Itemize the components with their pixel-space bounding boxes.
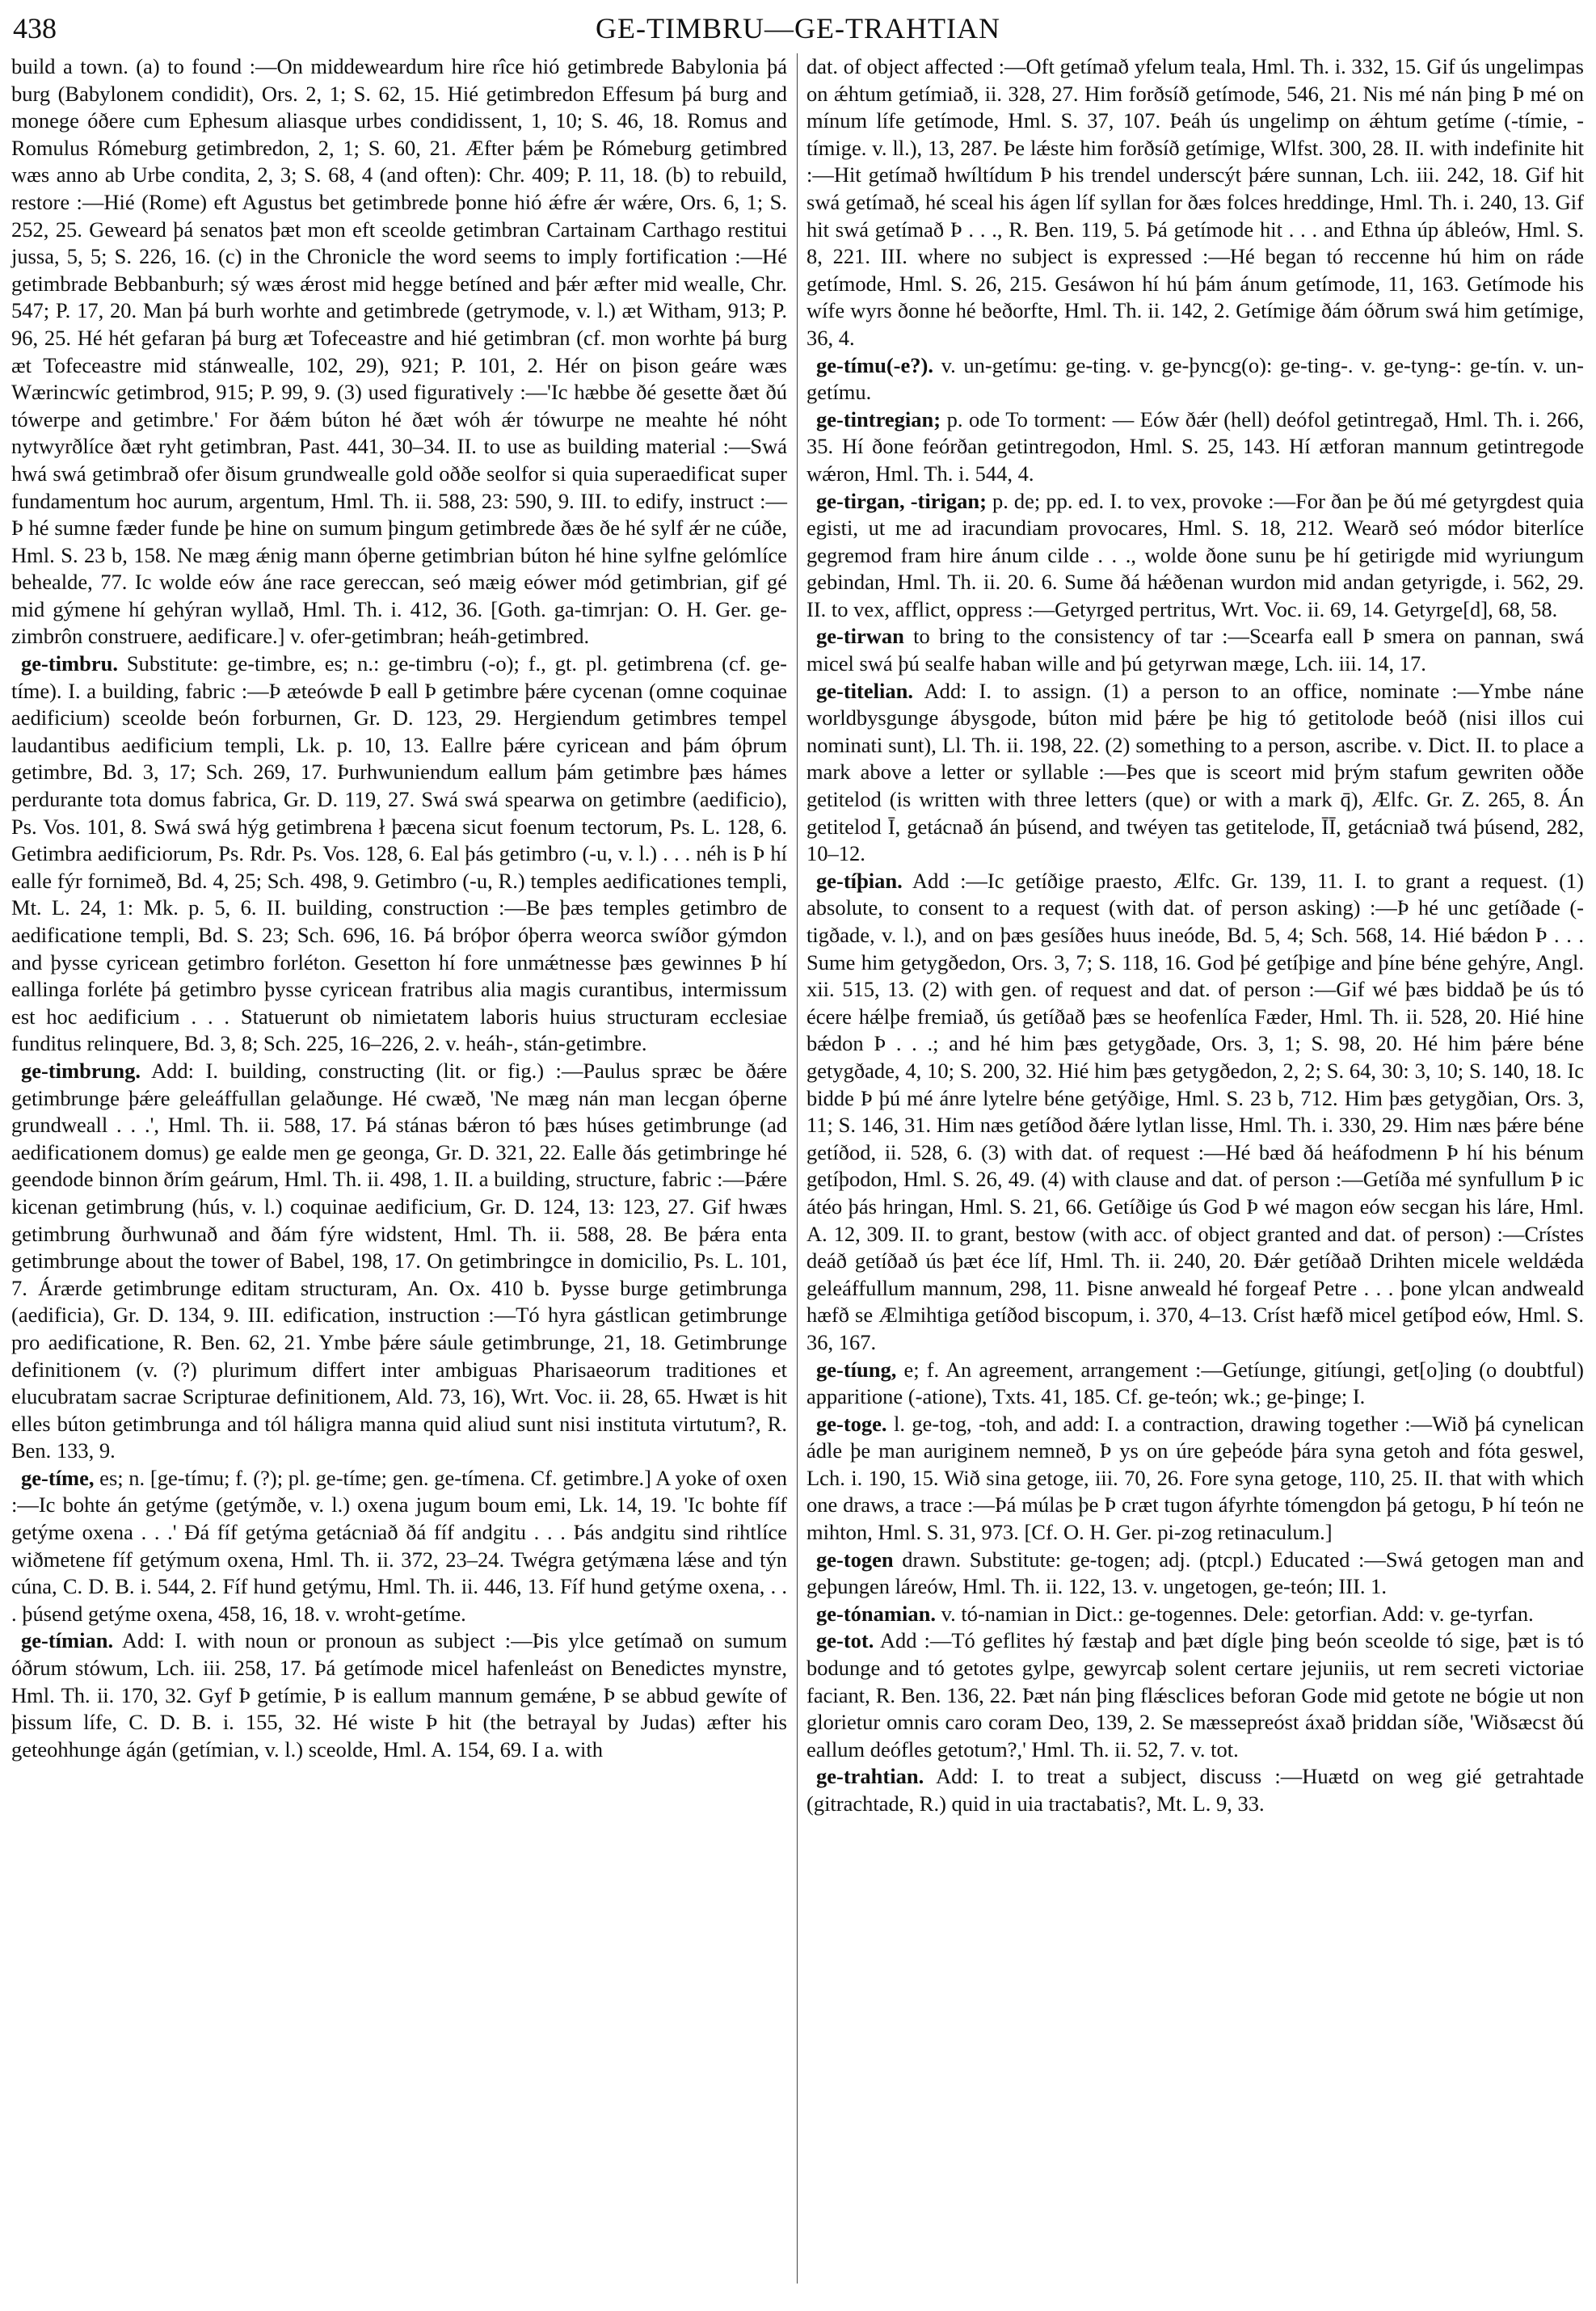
dictionary-entry <box>11 1627 787 1763</box>
dictionary-entry <box>806 1763 1584 1817</box>
headword: ge-tot. <box>816 1628 874 1653</box>
headword: ge-tirwan <box>816 624 904 649</box>
entry-body: p. de; pp. ed. I. to vex, provoke :—For ðan þe ðú mé getyrgdest quia egisti, ut me ad iracundiam provocares, Hml. S. 18, 212. Wearð seó módor biterlíce gegremod fram hire ánum cilde . . ., wolde ðone sunu þe hí getirigde mid wyriungum gebindan, Hml. Th. ii. 20. 6. Sume ðá hǽðenan wurdon mid andan getyrigde, i. 562, 29. II. to vex, afflict, oppress :—Getyrged pertritus, Wrt. Voc. ii. 69, 14. Getyrge[d], 68, 58. <box>806 488 1584 621</box>
entry-body: p. ode To torment: — Eów ðǽr (hell) deófol getintregað, Hml. Th. i. 266, 35. Hí ðone feórðan getintregodon, Hml. S. 25, 143. Hí ætforan mannum getintregode wǽron, Hml. Th. i. 544, 4. <box>806 406 1584 486</box>
dictionary-entry <box>806 1547 1584 1601</box>
headword: ge-titelian. <box>816 678 913 703</box>
entry-body: Add :—Tó geflites hý fæstaþ and þæt dígle þing beón sceolde tó sige, þæt is tó bodunge and tó getotes gylpe, gewyrcaþ solent certare jejuniis, ut rem secreti victoriae faciant, R. Ben. 136, 22. Þæt nán þing flǽsclices beforan Gode mid getote ne bógie ut non glorietur omnis caro coram Deo, 139, 2. Se mæssepreóst áxað þriddan síðe, 'Wiðsæcst ðú eallum deófles getotum?,' Hml. Th. ii. 52, 7. v. tot. <box>806 1628 1584 1762</box>
entry-body: Substitute: ge-timbre, es; n.: ge-timbru (-o); f., gt. pl. getimbrena (cf. ge-tíme). I. a building, fabric :—Þ æteówde Þ eall Þ getimbre þǽre cycenan (omne coquinae aedificium) sceolde beón forburnen, Gr. D. 123, 29. Hergiendum getimbres tempel laudantibus aedificium templi, Lk. p. 10, 13. Eallre þǽre cyricean and þám óþrum getimbre, Bd. 3, 17; Sch. 269, 17. Þurhwuniendum eallum þám getimbre þæs hámes perdurante tota domus fabrica, Gr. D. 119, 27. Swá swá spearwa on getimbre (aedificio), Ps. Vos. 101, 8. Swá swá hýg getimbrena ł þæcena sicut foenum tectorum, Ps. L. 128, 6. Getimbra aedificiorum, Ps. Rdr. Ps. Vos. 128, 6. Eal þás getimbro (-u, v. l.) . . . néh is Þ hí ealle fýr fornimeð, Bd. 4, 25; Sch. 498, 9. Getimbro (-u, R.) temples aedificationes templi, Mt. L. 24, 1: Mk. p. 5, 6. II. building, construction :—Be þæs temples getimbro de aedificatione templi, Bd. S. 23; Sch. 696, 16. Þá bróþor óþerra weorca swíðor gýmdon and þysse cyricean getimbro forléton. Gesetton hí fore unmǽtnesse þæs gewinnes Þ hí eallinga forléte þá getimbro þysse cyricean fratribus alia magis curantibus, intermissum est hoc aedificium . . . Statuerunt ob nimietatem laboris huius structuram ecclesiae funditus relinquere, Bd. 3, 8; Sch. 225, 16–226, 2. v. heáh-, stán-getimbre. <box>11 651 787 1056</box>
page-number: 438 <box>13 12 57 44</box>
headword: ge-timbrung. <box>21 1058 141 1083</box>
entry-body: build a town. (a) to found :—On middeweardum hire rîce hió getimbrede Babylonia þá burg (Babylonem condidit), Ors. 2, 1; S. 62, 15. Hié getimbredon Effesum þá burg and monege óðere cum Ephesum aliasque urbes condidissent, 1, 10; S. 46, 18. Romus and Romulus Rómeburg getimbredon, 2, 1; S. 60, 21. Æfter þǽm þe Rómeburg getimbred wæs anno ab Urbe condita, 2, 3; S. 68, 4 (and often): Chr. 409; P. 11, 18. (b) to rebuild, restore :—Hié (Rome) eft Agustus bet getimbrede þonne hió ǽfre ǽr wǽre, Ors. 6, 1; S. 252, 25. Geweard þá senatos þæt mon eft sceolde getimbran Cartainam Carthago restitui jussa, 5, 5; S. 226, 16. (c) in the Chronicle the word seems to imply fortification :—Hé getimbrade Bebbanburh; sý wæs ǽrost mid hegge betíned and þǽr æfter mid wealle, Chr. 547; P. 17, 20. Man þá burh worhte and getimbrede (getrymode, v. l.) æt Witham, 913; P. 96, 25. Hé hét gefaran þá burg æt Tofeceastre and hié getimbran (cf. mon worhte þá burg æt Tofeceastre mid stánwealle, 102, 29), 921; P. 101, 2. Hér on þison geáre wæs Wærincwíc getimbrod, 915; P. 99, 9. (3) used figuratively :—'Ic hæbbe ðé gesette ðæt ðú tówerpe and getimbre.' For ðǽm búton hé ðæt wóh ǽr tówurpe ne meahte hé nóht nytwyrðlíce ðæt ryht getimbran, Past. 441, 30–34. II. to use as building material :—Swá hwá swá getimbrað ofer ðisum grundwealle gold oððe seolfor si quia superaedificat super fundamentum hoc aurum, argentum, Hml. Th. ii. 588, 23: 590, 9. III. to edify, instruct :—Þ hé sumne fæder funde þe hine on sumum þingum getimbrede ðæs ðe hé sylf ǽr ne cúðe, Hml. S. 23 b, 158. Ne mæg ǽnig mann óþerne getimbrian búton hé hine sylfne gelómlíce behealde, 77. Ic wolde eów áne race gereccan, seó mæig eówer mód getimbrian, gif gé mid gýmene hí gehýran wyllað, Hml. Th. i. 412, 36. [Goth. ga-timrjan: O. H. Ger. ge-zimbrôn construere, aedificare.] v. ofer-getimbran; heáh-getimbred. <box>11 54 787 649</box>
dictionary-entry <box>806 1601 1584 1628</box>
entry-body: Add: I. to treat a subject, discuss :—Huætd on weg gié getrahtade (gitrachtade, R.) quid in uia tractabatis?, Mt. L. 9, 33. <box>806 1764 1584 1816</box>
page-header <box>13 11 1583 48</box>
entry-body: v. tó-namian in Dict.: ge-togennes. Dele: getorfian. Add: v. ge-tyrfan. <box>935 1601 1534 1626</box>
dictionary-entry <box>11 53 787 650</box>
entry-body: drawn. Substitute: ge-togen; adj. (ptcpl.) Educated :—Swá getogen man and geþungen láreów, Hml. Th. ii. 122, 13. v. ungetogen, ge-teón; III. 1. <box>806 1547 1584 1599</box>
entry-body: l. ge-tog, -toh, and add: I. a contraction, drawing together :—Wið þá cynelican ádle þe man auriginem nemneð, Þ ys on úre geþeóde þára syna getoh and fóta geswel, Lch. i. 190, 15. Wið sina getoge, iii. 70, 26. Fore syna getoge, 110, 25. II. that with which one draws, a trace :—Þá múlas þe Þ cræt tugon áfyrhte tómengdon þá getogu, Þ hí teón ne mihton, Hml. S. 31, 973. [Cf. O. H. Ger. pi-zog retinaculum.] <box>806 1411 1584 1545</box>
dictionary-entry <box>806 868 1584 1357</box>
headword: ge-tíþian. <box>816 868 903 893</box>
dictionary-entry <box>806 623 1584 677</box>
headword: ge-tímu(-e?). <box>816 352 933 377</box>
dictionary-entry <box>11 1058 787 1465</box>
headword: ge-toge. <box>816 1411 887 1436</box>
entry-body: Add :—Ic getíðige praesto, Ælfc. Gr. 139, 11. I. to grant a request. (1) absolute, to consent to a request (with dat. of person asking) :—Þ hé unc getíðade (-tigðade, v. l.), and on þæs gesíðes huus ineóde, Bd. 5, 4; Sch. 568, 14. Hié bǽdon Þ . . . Sume him getygðedon, Ors. 3, 7; S. 118, 16. God þé getíþige and þíne béne gehýre, Angl. xii. 515, 13. (2) with gen. of request and dat. of person :—Gif wé þæs biddað þe ús tó écere hǽlþe fremiað, ús getíðað þæs se heofenlíca Fæder, Hml. Th. ii. 528, 20. Hié hine bǽdon Þ . . .; and hé him þæs getygðade, Ors. 3, 1; S. 98, 20. Hé him þǽre béne getygðade, 4, 10; S. 200, 32. Hié him þæs getygðedon, 2, 2; S. 64, 30: 3, 10; S. 140, 18. Ic bidde Þ þú mé ánre lytelre béne getýðige, Hml. S. 23 b, 712. Him þæs getygðian, Ors. 3, 11; S. 146, 31. Him næs getíðod ðǽre lytlan lisse, Hml. Th. i. 330, 29. Him næs þǽre béne getíðod, ii. 528, 6. (3) with dat. of request :—Hé bæd ðá heáfodmenn Þ hí his bénum getíþodon, Hml. S. 26, 49. (4) with clause and dat. of person :—Getíða mé synfullum Þ ic átéo þás hringan, Hml. S. 21, 66. Getíðige ús God Þ wé magon eów secgan his láre, Hml. A. 12, 309. II. to grant, bestow (with acc. of object granted and dat. of person) :—Crístes deáð getíðað ús þæt éce líf, Hml. Th. ii. 240, 20. Ðǽr getíðað Drihten micele weldǽda geleáffullum mannum, 298, 11. Þisne anweald hé forgeaf Petre . . . þone ylcan andweald hæfð se Ælmihtiga getíðod biscopum, i. 370, 4–13. Críst hæfð micel getíþod eów, Hml. S. 36, 167. <box>806 868 1584 1354</box>
entry-body: Add: I. with noun or pronoun as subject :—Þis ylce getímað on sumum óðrum stówum, Lch. iii. 258, 17. Þá getímode micel hafenleást on Benedictes mynstre, Hml. Th. ii. 170, 32. Gyf Þ getímie, Þ is eallum mannum gemǽne, Þ se abbud gewíte of þissum lífe, C. D. B. i. 155, 32. Hé wiste Þ hit (the betrayal by Judas) æfter his geteohhunge ágán (getímian, v. l.) sceolde, Hml. A. 154, 69. I a. with <box>11 1628 787 1762</box>
entry-body: dat. of object affected :—Oft getímað yfelum teala, Hml. Th. i. 332, 15. Gif ús ungelimpas on ǽhtum getímiað, ii. 328, 27. Him forðsíð getímode, 546, 21. Nis mé nán þing Þ mé on mínum lífe getímode, Hml. S. 37, 107. Þeáh ús ungelimp on ǽhtum getíme (-tímie, -tímige. v. ll.), 13, 287. Þe lǽste him forðsíð getímige, Wlfst. 300, 28. II. with indefinite hit :—Hit getímað hwíltídum Þ his trendel underscýt þǽre sunnan, Lch. iii. 242, 18. Gif hit swá getímað, hé sceal his ágen líf syllan for ðæs folces hreddinge, Hml. Th. i. 240, 13. Gif hit swá getímað Þ . . ., R. Ben. 119, 5. Þá getímode hit . . . and Ethna úp ábleów, Hml. S. 8, 221. III. where no subject is expressed :—Hé began tó reccenne hú him on ráde getímode, Hml. S. 26, 215. Gesáwon hí hú þám ánum getímode, 11, 163. Getímode his wífe wyrs ðonne hé beðorfte, Hml. Th. ii. 142, 2. Getímige ðám óðrum swá him getímige, 36, 4. <box>806 54 1584 350</box>
dictionary-entry <box>806 53 1584 352</box>
headword: ge-tintregian; <box>816 406 941 431</box>
right-column <box>806 53 1584 1818</box>
entry-body: e; f. An agreement, arrangement :—Getíunge, gitíungi, get[o]ing (o doubtful) apparitione (-atione), Txts. 41, 185. Cf. ge-teón; wk.; ge-þinge; I. <box>806 1357 1584 1409</box>
headword: ge-togen <box>816 1547 894 1572</box>
entry-body: Add: I. to assign. (1) a person to an office, nominate :—Ymbe náne worldbysgunge ábysgode, búton mid þǽre þe hig tó getitolode beóð (nisi illos cui nominati sunt), Ll. Th. ii. 198, 22. (2) something to a person, ascribe. v. Dict. II. to place a mark above a letter or syllable :—Þes que is sceort mid þrým stafum gewriten oððe getitelod (is written with three letters (que) or with a mark q̄), Ælfc. Gr. Z. 265, 8. Án getitelod Ī, getácnað án þúsend, and twéyen tas getitelode, ĪĪ, getácniað twá þúsend, 282, 10–12. <box>806 678 1584 866</box>
dictionary-entry <box>806 1357 1584 1411</box>
dictionary-entry <box>11 650 787 1058</box>
running-title: GE-TIMBRU—GE-TRAHTIAN <box>596 12 1000 44</box>
dictionary-entry <box>806 406 1584 488</box>
dictionary-entry <box>806 678 1584 868</box>
entry-body: to bring to the consistency of tar :—Scearfa eall Þ smera on pannan, swá micel swá þú sealfe haban wille and þú getyrwan mæge, Lch. iii. 14, 17. <box>806 624 1584 676</box>
entry-body: Add: I. building, constructing (lit. or fig.) :—Paulus spræc be ðǽre getimbrunge þǽre geleáffullan gelaðunge. Hé cwæð, 'Ne mæg nán man lecgan óþerne grundweall . . .', Hml. Th. ii. 588, 17. Þá stánas bǽron tó þæs húses getimbrunge (ad aedificationem domus) ge ealde men ge geonga, Gr. D. 321, 22. Ealle ðás getimbringe hé geendode binnon ðrím geárum, Hml. Th. ii. 498, 1. II. a building, structure, fabric :—Þǽre kicenan getimbrung (hús, v. l.) coquinae aedificium, Gr. D. 124, 13: 123, 27. Gif hwæs getimbrung ðurhwunað and ðám fýre widstent, Hml. Th. ii. 588, 28. Be þǽra enta getimbrunge about the tower of Babel, 198, 17. On getimbringce in domicilio, Ps. L. 101, 7. Árærde getimbrunge editam structuram, An. Ox. 410 b. Þysse burge getimbrunga (aedificia), Gr. D. 134, 9. III. edification, instruction :—Tó hyra gástlican getimbrunge pro aedificatione, R. Ben. 62, 21. Ymbe þǽre sáule getimbrunge, 21, 18. Getimbrunge definitionem (v. (?) plurimum differt inter ambiguas Pharisaeorum traditiones et elucubratam sacrae Scripturae definitionem, Ald. 73, 16), Wrt. Voc. ii. 28, 65. Hwæt is hit elles búton getimbrunga and tól háligra manna quid aliud sunt nisi instituta virtutum?, R. Ben. 133, 9. <box>11 1058 787 1463</box>
headword: ge-tónamian. <box>816 1601 936 1626</box>
column-divider <box>797 53 798 2284</box>
dictionary-entry <box>11 1465 787 1628</box>
entry-body: v. un-getímu: ge-ting. v. ge-þyncg(o): ge-ting-. v. ge-tyng-: ge-tín. v. un-getímu. <box>806 352 1584 405</box>
left-column <box>11 53 787 1763</box>
headword: ge-timbru. <box>21 651 118 676</box>
dictionary-entry <box>806 488 1584 624</box>
headword: ge-tíme, <box>21 1465 95 1490</box>
headword: ge-tirgan, -tirigan; <box>816 488 987 513</box>
dictionary-entry <box>806 1411 1584 1547</box>
headword: ge-tímian. <box>21 1628 114 1653</box>
headword: ge-tíung, <box>816 1357 897 1382</box>
entry-body: es; n. [ge-tímu; f. (?); pl. ge-tíme; gen. ge-tímena. Cf. getimbre.] A yoke of oxen :—Ic bohte án getýme (getýmðe, v. l.) oxena jugum boum emi, Lk. 14, 19. 'Ic bohte fíf getýme oxena . . .' Ðá fíf getýma getácniað ðá fíf andgitu . . . Þás andgitu sind rihtlíce wiðmetene fíf getýmum oxena, Hml. Th. ii. 372, 23–24. Twégra getýmæna lǽse and týn cúna, C. D. B. i. 544, 2. Fíf hund getýmu, Hml. Th. ii. 446, 13. Fíf hund getýme oxena, . . . þúsend getýme oxena, 458, 16, 18. v. wroht-getíme. <box>11 1465 787 1626</box>
dictionary-entry <box>806 352 1584 406</box>
headword: ge-trahtian. <box>816 1764 924 1789</box>
dictionary-entry <box>806 1627 1584 1763</box>
